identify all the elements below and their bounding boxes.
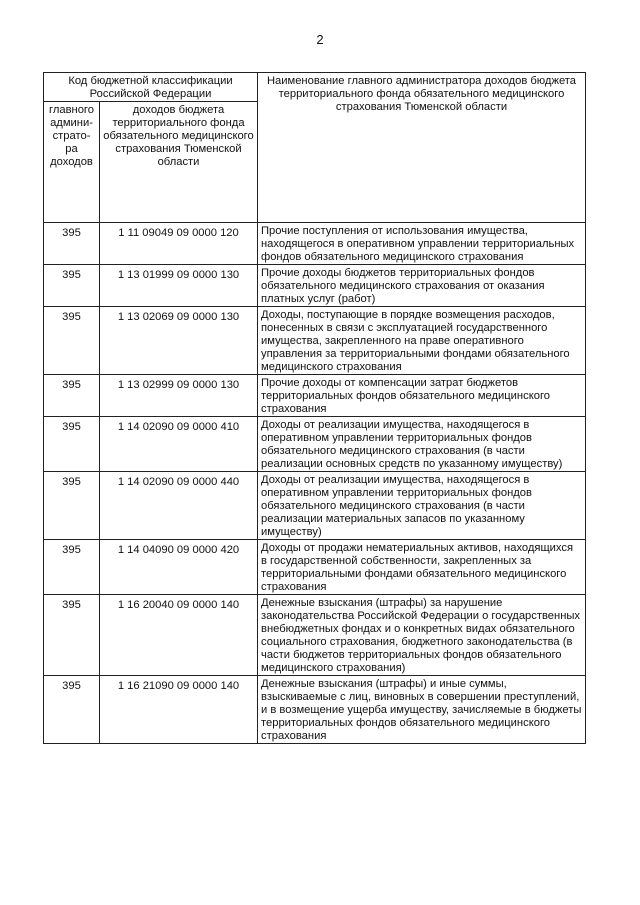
income-code-cell: 1 14 02090 09 0000 410 bbox=[100, 417, 258, 472]
table-row bbox=[44, 417, 586, 472]
table-body bbox=[44, 223, 586, 744]
table-row bbox=[44, 375, 586, 417]
table-row bbox=[44, 595, 586, 676]
income-name-cell: Доходы, поступающие в порядке возмещения расходов, понесенных в связи с эксплуатацией государственного имущества, закрепленного на праве оперативного управления за территориальными фондами обязательного медицинского страхования bbox=[258, 307, 586, 375]
income-name-cell: Доходы от реализации имущества, находящегося в оперативном управлении территориальных фондов обязательного медицинского страхования (в части реализации материальных запасов по указанному имуществу) bbox=[258, 472, 586, 540]
table-row bbox=[44, 676, 586, 744]
table-row bbox=[44, 307, 586, 375]
header-col-admin: главного админи-страто-ра доходов bbox=[44, 102, 100, 223]
admin-code-cell: 395 bbox=[44, 472, 100, 540]
income-code-cell: 1 16 21090 09 0000 140 bbox=[100, 676, 258, 744]
budget-classification-table bbox=[43, 72, 586, 744]
income-code-cell: 1 13 02999 09 0000 130 bbox=[100, 375, 258, 417]
income-name-cell: Денежные взыскания (штрафы) и иные суммы, взыскиваемые с лиц, виновных в совершении преступлений, и в возмещение ущерба имуществу, зачисляемые в бюджеты территориальных фондов обязательного медицинского страхования bbox=[258, 676, 586, 744]
income-name-cell: Прочие доходы бюджетов территориальных фондов обязательного медицинского страхования от оказания платных услуг (работ) bbox=[258, 265, 586, 307]
table-row bbox=[44, 223, 586, 265]
table-row bbox=[44, 265, 586, 307]
income-name-cell: Доходы от реализации имущества, находящегося в оперативном управлении территориальных фондов обязательного медицинского страхования (в части реализации основных средств по указанному имуществу) bbox=[258, 417, 586, 472]
income-code-cell: 1 13 01999 09 0000 130 bbox=[100, 265, 258, 307]
admin-code-cell: 395 bbox=[44, 676, 100, 744]
admin-code-cell: 395 bbox=[44, 417, 100, 472]
income-name-cell: Прочие поступления от использования имущества, находящегося в оперативном управлении территориальных фондов обязательного медицинского страхования bbox=[258, 223, 586, 265]
income-name-cell: Доходы от продажи нематериальных активов, находящихся в государственной собственности, закрепленных за территориальными фондами обязательного медицинского страхования bbox=[258, 540, 586, 595]
table-row bbox=[44, 472, 586, 540]
income-name-cell: Денежные взыскания (штрафы) за нарушение законодательства Российской Федерации о государственных внебюджетных фондах и о конкретных видах обязательного социального страхования, бюджетного законодательства (в части бюджетов территориальных фондов обязательного медицинского страхования) bbox=[258, 595, 586, 676]
admin-code-cell: 395 bbox=[44, 265, 100, 307]
income-code-cell: 1 14 04090 09 0000 420 bbox=[100, 540, 258, 595]
header-code-group: Код бюджетной классификации Российской Федерации bbox=[44, 73, 258, 102]
income-code-cell: 1 16 20040 09 0000 140 bbox=[100, 595, 258, 676]
income-name-cell: Прочие доходы от компенсации затрат бюджетов территориальных фондов обязательного медицинского страхования bbox=[258, 375, 586, 417]
header-col-income: доходов бюджета территориального фонда обязательного медицинского страхования Тюменской области bbox=[100, 102, 258, 223]
income-code-cell: 1 11 09049 09 0000 120 bbox=[100, 223, 258, 265]
page-number: 2 bbox=[316, 32, 324, 47]
header-row-top bbox=[44, 73, 586, 102]
income-code-cell: 1 13 02069 09 0000 130 bbox=[100, 307, 258, 375]
admin-code-cell: 395 bbox=[44, 375, 100, 417]
admin-code-cell: 395 bbox=[44, 540, 100, 595]
header-admin-name: Наименование главного администратора доходов бюджета территориального фонда обязательного медицинского страхования Тюменской области bbox=[258, 73, 586, 223]
table-row bbox=[44, 540, 586, 595]
admin-code-cell: 395 bbox=[44, 307, 100, 375]
admin-code-cell: 395 bbox=[44, 223, 100, 265]
admin-code-cell: 395 bbox=[44, 595, 100, 676]
income-code-cell: 1 14 02090 09 0000 440 bbox=[100, 472, 258, 540]
